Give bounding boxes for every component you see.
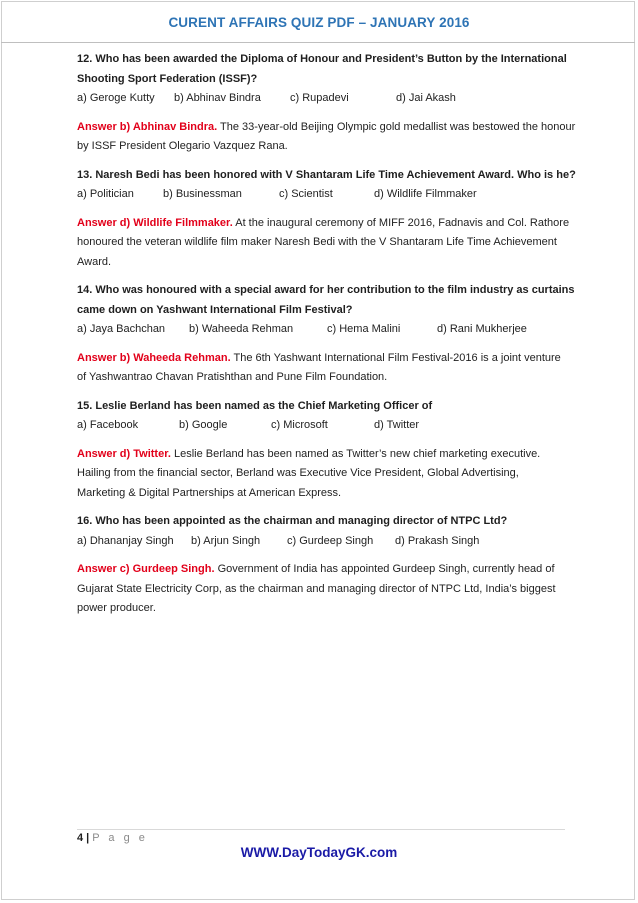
option: a) Dhananjay Singh [77,534,174,547]
question-block [77,397,567,513]
option: b) Abhinav Bindra [174,92,261,104]
options-row [77,532,567,552]
answer-line [77,445,567,465]
answer-label: Answer d) Twitter. [77,447,171,460]
answer-label: Answer b) Abhinav Bindra. [77,120,218,133]
option: d) Prakash Singh [395,534,480,547]
option: d) Wildlife Filmmaker [374,188,477,200]
option: a) Facebook [77,419,139,431]
option: d) Rani Mukherjee [437,323,527,335]
question-block [77,166,576,282]
question-text: Shooting Sport Federation (ISSF)? [77,72,258,85]
question-text: 12. Who has been awarded the Diploma of Honour and President’s Button by the International [77,53,567,65]
page-number [77,832,148,844]
answer-text: Gujarat State Electricity Corp, as the chairman and managing director of NTPC Ltd, India’s biggest [77,582,556,595]
option: a) Jaya Bachchan [77,323,166,335]
option: c) Microsoft [271,419,328,431]
answer-label: Answer d) Wildlife Filmmaker. [77,216,233,229]
question-block [77,281,575,397]
option: c) Rupadevi [290,92,349,104]
answer-line [77,118,576,138]
option: a) Politician [77,188,134,200]
answer-text: Leslie Berland has been named as Twitter’s new chief marketing executive. [170,447,541,460]
header-divider [1,42,635,43]
options-row [77,320,567,340]
option: d) Jai Akash [396,92,456,104]
quiz-content [77,50,576,619]
question-text: 16. Who has been appointed as the chairman and managing director of NTPC Ltd? [77,515,508,527]
option: c) Gurdeep Singh [287,534,374,547]
option: c) Scientist [279,188,333,200]
answer-line [77,560,567,580]
question-block [77,50,576,166]
page-header-title: CURENT AFFAIRS QUIZ PDF – JANUARY 2016 [168,15,470,30]
option: d) Twitter [374,419,420,431]
page-number-value: 4 [77,832,84,844]
answer-text: At the inaugural ceremony of MIFF 2016, Fadnavis and Col. Rathore [232,216,570,229]
answer-label: Answer b) Waheeda Rehman. [77,351,231,364]
answer-text: Hailing from the financial sector, Berland was Executive Vice President, Global Advertising, [77,467,519,479]
page-word: P a g e [92,832,148,844]
answer-text: Government of India has appointed Gurdeep Singh, currently head of [214,563,555,575]
question-text: came down on Yashwant International Film Festival? [77,303,353,316]
option: b) Waheeda Rehman [189,323,294,335]
answer-text: honoured the veteran wildlife film maker Naresh Bedi with the V Shantaram Life Time Achievement [77,236,557,248]
options-row [77,416,567,436]
options-row [77,89,567,109]
answer-label: Answer c) Gurdeep Singh. [77,563,215,575]
question-text: 14. Who was honoured with a special award for her contribution to the film industry as curtains [77,284,575,296]
answer-text: The 33-year-old Beijing Olympic gold medallist was bestowed the honour [217,120,576,133]
option: a) Geroge Kutty [77,92,155,104]
answer-line [77,349,567,369]
answer-text: of Yashwantrao Chavan Pratishthan and Pune Film Foundation. [77,371,388,383]
answer-text: Award. [77,255,112,268]
option: b) Google [179,419,228,431]
answer-text: Marketing & Digital Partnerships at American Express. [77,486,342,499]
answer-line [77,214,570,234]
answer-text: power producer. [77,602,156,614]
option: c) Hema Malini [327,323,401,335]
question-block [77,512,567,619]
options-row [77,185,567,205]
footer-divider [77,829,565,830]
answer-text: by ISSF President Olegario Vazquez Rana. [77,140,288,152]
option: b) Arjun Singh [191,534,261,547]
question-text: 15. Leslie Berland has been named as the Chief Marketing Officer of [77,399,433,412]
page-number-separator: | [86,832,90,844]
answer-text: The 6th Yashwant International Film Festival-2016 is a joint venture [230,351,561,364]
question-text: 13. Naresh Bedi has been honored with V Shantaram Life Time Achievement Award. Who is he? [77,168,576,181]
option: b) Businessman [163,188,242,200]
footer-website-url[interactable]: WWW.DayTodayGK.com [240,845,398,860]
